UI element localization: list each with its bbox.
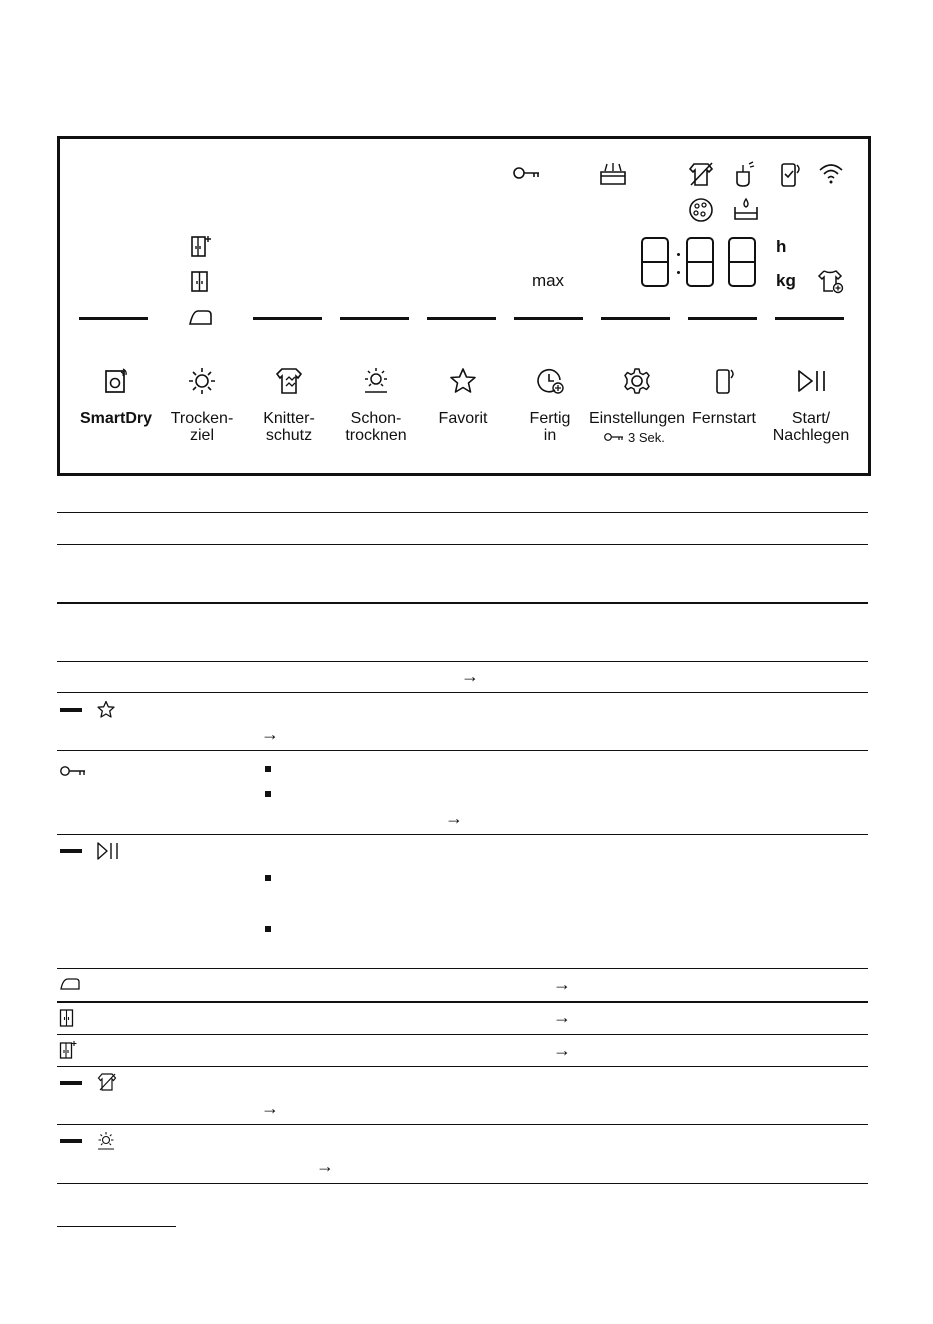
table-rule xyxy=(57,1034,868,1035)
fernstart-label: Fernstart xyxy=(691,410,756,427)
schontrocknen-label: Schon- trocknen xyxy=(345,410,407,444)
shirt-plus-icon xyxy=(817,268,845,294)
table-rule xyxy=(57,1124,868,1125)
fertig-in-label: Fertig in xyxy=(529,410,571,444)
play-pause-icon xyxy=(796,366,826,396)
table-rule xyxy=(57,834,868,835)
phone-icon xyxy=(779,161,803,189)
favorit-label: Favorit xyxy=(438,410,488,427)
drum-clean-icon xyxy=(733,160,757,188)
segment-dash-icon xyxy=(60,708,82,712)
unit-hours: h xyxy=(776,237,787,256)
iron-dry-icon xyxy=(188,309,214,327)
table-rule xyxy=(57,750,868,751)
iron-dry-icon xyxy=(59,977,81,991)
anti-crease-icon xyxy=(97,1072,117,1092)
segment-dash-icon xyxy=(60,849,82,853)
arrow-icon: → xyxy=(461,666,479,686)
einstellungen-hold-label: 3 Sek. xyxy=(628,430,665,445)
segment-bar xyxy=(253,317,322,320)
knitterschutz-label: Knitter- schutz xyxy=(263,410,315,444)
segment-bar xyxy=(601,317,670,320)
bullet xyxy=(265,791,271,797)
table-rule xyxy=(57,661,868,662)
arrow-icon: → xyxy=(553,974,571,994)
table-rule xyxy=(57,692,868,693)
arrow-icon: → xyxy=(261,1098,279,1118)
arrow-icon: → xyxy=(553,1040,571,1060)
segment-bar xyxy=(514,317,583,320)
arrow-icon: → xyxy=(445,808,463,828)
segment-bar xyxy=(340,317,409,320)
arrow-icon: → xyxy=(316,1156,334,1176)
display-digit-1 xyxy=(641,237,669,287)
sun-icon xyxy=(187,366,217,396)
display-dot xyxy=(677,253,680,256)
filter-clean-icon xyxy=(688,197,714,223)
extra-dry-icon xyxy=(59,1040,77,1060)
gentle-dry-icon xyxy=(96,1131,116,1151)
table-rule xyxy=(57,602,868,604)
play-pause-icon xyxy=(96,841,120,861)
key-icon xyxy=(604,432,624,442)
segment-dash-icon xyxy=(60,1081,82,1085)
table-rule xyxy=(57,544,868,545)
star-icon xyxy=(448,366,478,396)
wifi-icon xyxy=(818,163,844,185)
cupboard-dry-icon xyxy=(59,1008,75,1028)
segment-bar xyxy=(775,317,844,320)
smartdry-label: SmartDry xyxy=(79,410,153,427)
gear-icon xyxy=(622,366,652,396)
arrow-icon: → xyxy=(261,724,279,744)
key-icon xyxy=(60,765,86,777)
bullet xyxy=(265,875,271,881)
anti-crease-icon xyxy=(274,366,304,396)
segment-bar xyxy=(427,317,496,320)
gentle-dry-icon xyxy=(361,366,391,396)
table-rule xyxy=(57,1001,868,1003)
footnote-rule xyxy=(57,1226,176,1227)
trockenziel-label: Trocken- ziel xyxy=(170,410,234,444)
key-icon xyxy=(513,166,541,180)
display-digit-2 xyxy=(686,237,714,287)
table-rule xyxy=(57,512,868,513)
smartdry-icon xyxy=(101,366,131,396)
unit-kg: kg xyxy=(776,271,796,290)
table-rule xyxy=(57,1183,868,1184)
bullet xyxy=(265,926,271,932)
einstellungen-label: Einstellungen xyxy=(588,410,686,427)
arrow-icon: → xyxy=(553,1007,571,1027)
water-tank-icon xyxy=(733,197,759,221)
extra-dry-icon xyxy=(190,234,212,258)
table-rule xyxy=(57,1066,868,1067)
bullet xyxy=(265,766,271,772)
table-rule xyxy=(57,968,868,969)
segment-bar xyxy=(79,317,148,320)
max-label: max xyxy=(531,271,565,290)
segment-bar xyxy=(688,317,757,320)
start-nachlegen-label: Start/ Nachlegen xyxy=(772,410,850,444)
lint-filter-icon xyxy=(599,162,627,186)
phone-remote-icon xyxy=(709,366,739,396)
display-dot xyxy=(677,271,680,274)
display-digit-3 xyxy=(728,237,756,287)
anti-crease-off-icon xyxy=(688,161,714,187)
star-icon xyxy=(96,700,116,719)
cupboard-dry-icon xyxy=(190,269,210,293)
timer-plus-icon xyxy=(535,366,565,396)
segment-dash-icon xyxy=(60,1139,82,1143)
